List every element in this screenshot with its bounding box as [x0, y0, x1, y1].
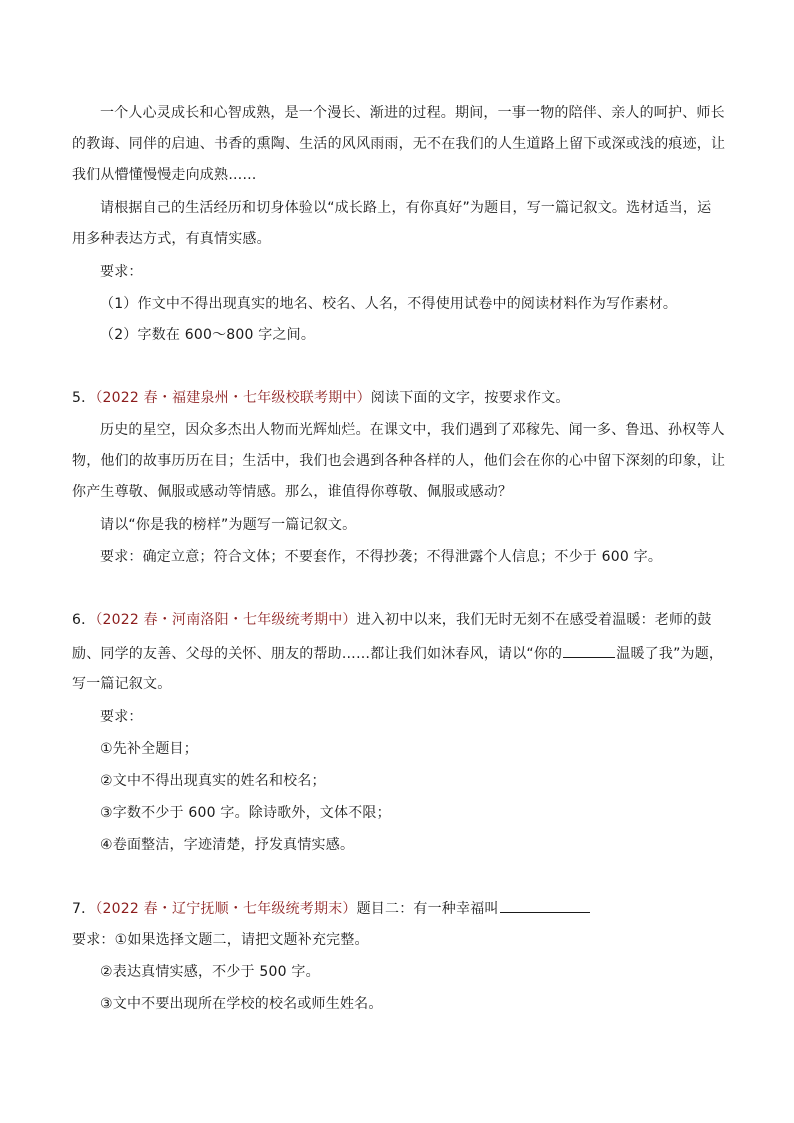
passage-text: 励、同学的友善、父母的关怀、朋友的帮助……都让我们如沐春风，请以“你的	[72, 646, 563, 662]
question-6-passage-line	[72, 643, 723, 663]
question-6-requirement-item: ①先补全题目；	[100, 741, 198, 757]
question-6-requirement-item: ④卷面整洁，字迹清楚，抒发真情实感。	[100, 837, 355, 853]
question-6-passage-line: 写一篇记叙文。	[72, 676, 172, 692]
question-title: 题目二：有一种幸福叫	[356, 901, 499, 917]
question-6-header	[72, 610, 712, 630]
question-source: （2022 春・河南洛阳・七年级统考期中）	[95, 612, 357, 628]
question-7-header	[72, 898, 590, 918]
intro-requirements-label: 要求：	[100, 264, 143, 280]
question-7-requirement-item: 要求：①如果选择文题二，请把文题补充完整。	[72, 932, 369, 948]
question-6-requirement-item: ②文中不得出现真实的姓名和校名；	[100, 773, 326, 789]
intro-instruction-line: 请根据自己的生活经历和切身体验以“成长路上，有你真好”为题目，写一篇记叙文。选材适当，运	[100, 200, 712, 216]
question-6-requirement-item: ③字数不少于 600 字。除诗歌外，文体不限；	[100, 805, 391, 821]
question-5-passage-line: 物，他们的故事历历在目；生活中，我们也会遇到各种各样的人，他们会在你的心中留下深刻的印象，让	[72, 453, 726, 469]
question-5-requirements: 要求：确定立意；符合文体；不要套作，不得抄袭；不得泄露个人信息；不少于 600 字。	[100, 549, 663, 565]
intro-paragraph-line: 一个人心灵成长和心智成熟，是一个漫长、渐进的过程。期间，一事一物的陪伴、亲人的呵护、师长	[100, 105, 725, 121]
question-5-header	[72, 388, 570, 408]
intro-paragraph-line: 的教诲、同伴的启迪、书香的熏陶、生活的风风雨雨，无不在我们的人生道路上留下或深或浅的痕迹，让	[72, 136, 726, 152]
passage-text: 温暖了我”为题，	[616, 646, 724, 662]
question-5-passage-line: 你产生尊敬、佩服或感动等情感。那么，谁值得你尊敬、佩服或感动？	[72, 484, 513, 500]
question-passage-start: 进入初中以来，我们无时无刻不在感受着温暖：老师的鼓	[356, 612, 712, 628]
question-number: 6．	[72, 612, 96, 628]
question-source: （2022 春・福建泉州・七年级校联考期中）	[95, 390, 371, 406]
question-6-requirements-label: 要求：	[100, 709, 143, 725]
fill-in-blank[interactable]	[563, 643, 615, 658]
intro-instruction-line: 用多种表达方式，有真情实感。	[72, 231, 271, 247]
intro-paragraph-line: 我们从懵懂慢慢走向成熟……	[72, 167, 257, 183]
question-7-requirement-item: ③文中不要出现所在学校的校名或师生姓名。	[100, 996, 383, 1012]
question-5-instruction: 请以“你是我的榜样”为题写一篇记叙文。	[100, 517, 357, 533]
intro-requirement-item: （1）作文中不得出现真实的地名、校名、人名，不得使用试卷中的阅读材料作为写作素材。	[100, 296, 678, 312]
question-prompt: 阅读下面的文字，按要求作文。	[370, 390, 570, 406]
fill-in-blank[interactable]	[500, 898, 590, 913]
question-7-requirement-item: ②表达真情实感，不少于 500 字。	[100, 964, 320, 980]
question-5-passage-line: 历史的星空，因众多杰出人物而光辉灿烂。在课文中，我们遇到了邓稼先、闻一多、鲁迅、孙权等人	[100, 422, 725, 438]
question-source: （2022 春・辽宁抚顺・七年级统考期末）	[95, 901, 357, 917]
question-number: 7．	[72, 901, 96, 917]
question-number: 5．	[72, 390, 96, 406]
intro-requirement-item: （2）字数在 600～800 字之间。	[100, 327, 316, 343]
